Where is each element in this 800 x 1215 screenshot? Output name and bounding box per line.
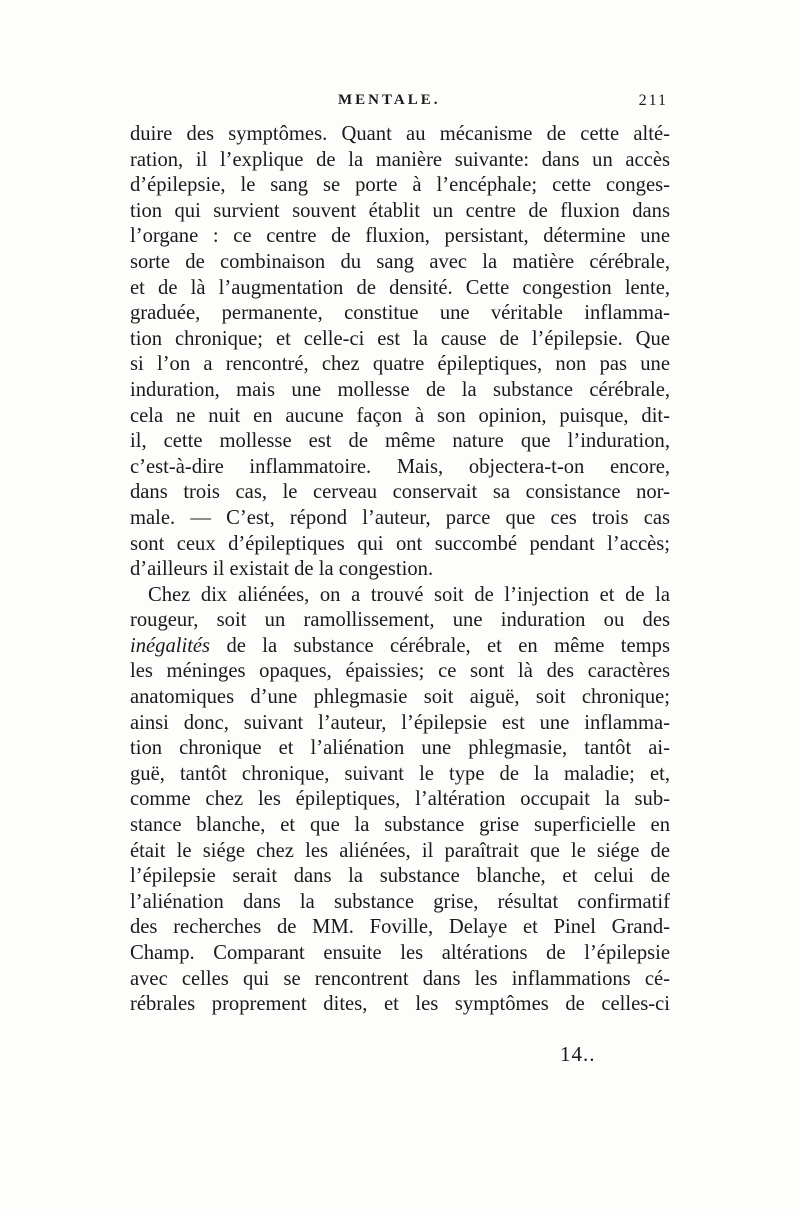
text-line: d’épilepsie, le sang se porte à l’encéphale; cette conges- bbox=[130, 174, 670, 197]
text-line: tion chronique et l’aliénation une phlegmasie, tantôt ai- bbox=[130, 737, 670, 760]
paragraph-start-line: Chez dix aliénées, on a trouvé soit de l’injection et de la bbox=[148, 583, 670, 606]
text-line: dans trois cas, le cerveau conservait sa consistance nor- bbox=[130, 481, 670, 504]
text-line: rougeur, soit un ramollissement, une induration ou des bbox=[130, 609, 670, 632]
italic-term: inégalités bbox=[130, 634, 211, 657]
text-line: les méninges opaques, épaissies; ce sont là des caractères bbox=[130, 660, 670, 683]
text-line: anatomiques d’une phlegmasie soit aiguë, soit chronique; bbox=[130, 686, 670, 709]
running-title: MENTALE. bbox=[338, 92, 441, 108]
text-line: male. — C’est, répond l’auteur, parce que ces trois cas bbox=[130, 506, 670, 529]
text-line: cela ne nuit en aucune façon à son opinion, puisque, dit- bbox=[130, 404, 670, 427]
text-line: il, cette mollesse est de même nature que l’induration, bbox=[130, 430, 670, 453]
body-text bbox=[130, 122, 670, 1018]
text-line: et de là l’augmentation de densité. Cette congestion lente, bbox=[130, 276, 670, 299]
text-line: guë, tantôt chronique, suivant le type de la maladie; et, bbox=[130, 762, 670, 785]
text-line: l’organe : ce centre de fluxion, persistant, détermine une bbox=[130, 225, 670, 248]
text-line: rébrales proprement dites, et les symptômes de celles-ci bbox=[130, 993, 670, 1016]
text-line: Champ. Comparant ensuite les altérations de l’épilepsie bbox=[130, 942, 670, 964]
text-line-with-italic: inégalités de la substance cérébrale, et en même temps bbox=[130, 634, 670, 657]
text-line: avec celles qui se rencontrent dans les inflammations cé- bbox=[130, 967, 670, 990]
text-line: était le siége chez les aliénées, il paraîtrait que le siége de bbox=[130, 839, 670, 862]
text-line: graduée, permanente, constitue une véritable inflamma- bbox=[130, 302, 670, 325]
page-number: 211 bbox=[638, 92, 668, 109]
text-line: l’aliénation dans la substance grise, résultat confirmatif bbox=[130, 890, 670, 913]
text-line: si l’on a rencontré, chez quatre épileptiques, non pas une bbox=[130, 353, 670, 376]
paragraph-end-line: d’ailleurs il existait de la congestion. bbox=[130, 558, 434, 581]
text-line: tion qui survient souvent établit un centre de fluxion dans bbox=[130, 199, 670, 222]
text-line: ration, il l’explique de la manière suivante: dans un accès bbox=[130, 148, 670, 171]
text-line: c’est-à-dire inflammatoire. Mais, objectera-t-on encore, bbox=[130, 455, 670, 478]
text-line: induration, mais une mollesse de la substance cérébrale, bbox=[130, 378, 670, 401]
catchword: 14.. bbox=[560, 1042, 596, 1066]
text-line: sont ceux d’épileptiques qui ont succombé pendant l’accès; bbox=[130, 532, 670, 555]
text-line: des recherches de MM. Foville, Delaye et Pinel Grand- bbox=[130, 916, 670, 939]
text-line: sorte de combinaison du sang avec la matière cérébrale, bbox=[130, 250, 670, 273]
text-line: ainsi donc, suivant l’auteur, l’épilepsie est une inflamma- bbox=[130, 711, 670, 734]
text-line: comme chez les épileptiques, l’altération occupait la sub- bbox=[130, 788, 670, 811]
text-line: l’épilepsie serait dans la substance blanche, et celui de bbox=[130, 865, 670, 888]
text-line: stance blanche, et que la substance grise superficielle en bbox=[130, 814, 670, 837]
text-line: tion chronique; et celle-ci est la cause de l’épilepsie. Que bbox=[130, 327, 670, 350]
text-line: duire des symptômes. Quant au mécanisme de cette alté- bbox=[130, 123, 670, 145]
running-head bbox=[133, 92, 668, 116]
